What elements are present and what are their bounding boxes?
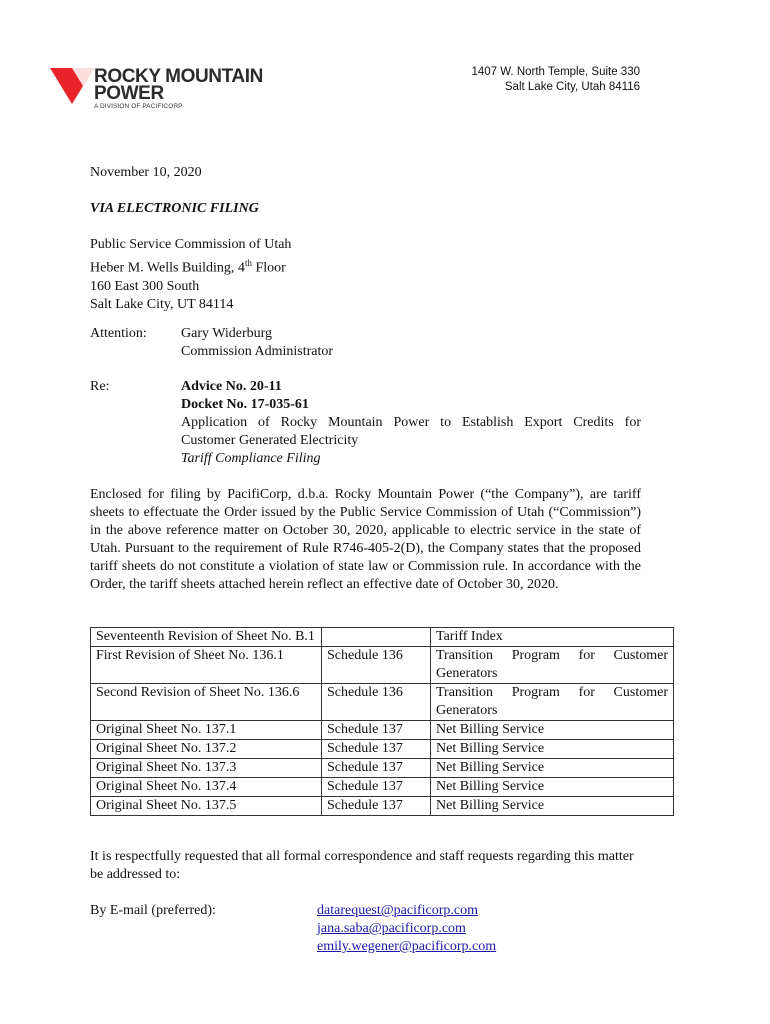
schedule-cell: Schedule 136 [322,684,431,721]
attention-title: Commission Administrator [181,344,334,359]
table-row [91,684,674,721]
email-link-datarequest[interactable]: datarequest@pacificorp.com [317,903,478,918]
table-row [91,778,674,797]
table-row [91,647,674,684]
logo-brand-line2: POWER [94,83,164,104]
email-link-jana-saba[interactable]: jana.saba@pacificorp.com [317,921,466,936]
schedule-cell [322,628,431,647]
tariff-sheets-table [90,627,674,816]
table-row [91,759,674,778]
description-cell: Tariff Index [431,628,674,647]
attention-name: Gary Widerburg [181,326,273,341]
company-address [471,65,640,95]
sheet-cell: First Revision of Sheet No. 136.1 [91,647,322,684]
recipient-line1: Public Service Commission of Utah [90,237,292,252]
email-list [317,902,496,956]
logo-brand-line1: ROCKY MOUNTAIN [94,66,263,87]
correspondence-paragraph: It is respectfully requested that all formal correspondence and staff requests regarding this matter be addressed to: [90,849,634,882]
table-row [91,628,674,647]
recipient-address [90,236,291,314]
description-cell: Net Billing Service [431,797,674,816]
logo-division-text: A DIVISION OF PACIFICORP [94,103,183,110]
docket-number: Docket No. 17-035-61 [181,397,309,412]
schedule-cell: Schedule 137 [322,759,431,778]
re-block [181,378,641,468]
recipient-line4: Salt Lake City, UT 84114 [90,296,234,312]
sheet-cell: Second Revision of Sheet No. 136.6 [91,684,322,721]
re-label: Re: [90,379,110,394]
description-cell: Net Billing Service [431,740,674,759]
table-row [91,721,674,740]
letter-date: November 10, 2020 [90,165,202,180]
schedule-cell: Schedule 137 [322,740,431,759]
advice-number: Advice No. 20-11 [181,379,282,394]
body-paragraph: Enclosed for filing by PacifiCorp, d.b.a. Rocky Mountain Power (“the Company”), are tariff sheets to effectuate the Order issued by the Public Service Commission of Utah (“Commission”) in the above reference matter on October 30, 2020, applicable to electric service in the state of Utah. Pursuant to the requirement of Rule R746-405-2(D), the Company states that the proposed tariff sheets do not constitute a violation of state law or Commission rule. In accordance with the Order, the tariff sheets attached herein reflect an effective date of October 30, 2020. [90,487,641,592]
description-cell: Transition Program for Customer Generators [431,684,674,721]
sheet-cell: Seventeenth Revision of Sheet No. B.1 [91,628,322,647]
company-logo [50,64,290,114]
attention-block [181,325,333,361]
schedule-cell: Schedule 137 [322,797,431,816]
schedule-cell: Schedule 137 [322,721,431,740]
filing-type: Tariff Compliance Filing [181,451,321,466]
logo-mark-icon [50,64,96,110]
table-row [91,797,674,816]
schedule-cell: Schedule 136 [322,647,431,684]
description-cell: Net Billing Service [431,759,674,778]
email-link-emily-wegener[interactable]: emily.wegener@pacificorp.com [317,939,497,954]
re-subject-line2: Customer Generated Electricity [181,433,359,448]
sheet-cell: Original Sheet No. 137.5 [91,797,322,816]
recipient-line2: Heber M. Wells Building, 4th Floor [90,258,286,276]
table-row [91,740,674,759]
address-line2: Salt Lake City, Utah 84116 [504,81,640,93]
sheet-cell: Original Sheet No. 137.2 [91,740,322,759]
email-label: By E-mail (preferred): [90,903,216,918]
description-cell: Transition Program for Customer Generators [431,647,674,684]
delivery-method: VIA ELECTRONIC FILING [90,201,259,216]
description-cell: Net Billing Service [431,721,674,740]
attention-label: Attention: [90,326,147,341]
sheet-cell: Original Sheet No. 137.1 [91,721,322,740]
sheet-cell: Original Sheet No. 137.3 [91,759,322,778]
sheet-cell: Original Sheet No. 137.4 [91,778,322,797]
recipient-line3: 160 East 300 South [90,278,200,294]
re-subject-line1: Application of Rocky Mountain Power to Establish Export Credits for [181,415,641,430]
description-cell: Net Billing Service [431,778,674,797]
address-line1: 1407 W. North Temple, Suite 330 [471,66,640,78]
schedule-cell: Schedule 137 [322,778,431,797]
